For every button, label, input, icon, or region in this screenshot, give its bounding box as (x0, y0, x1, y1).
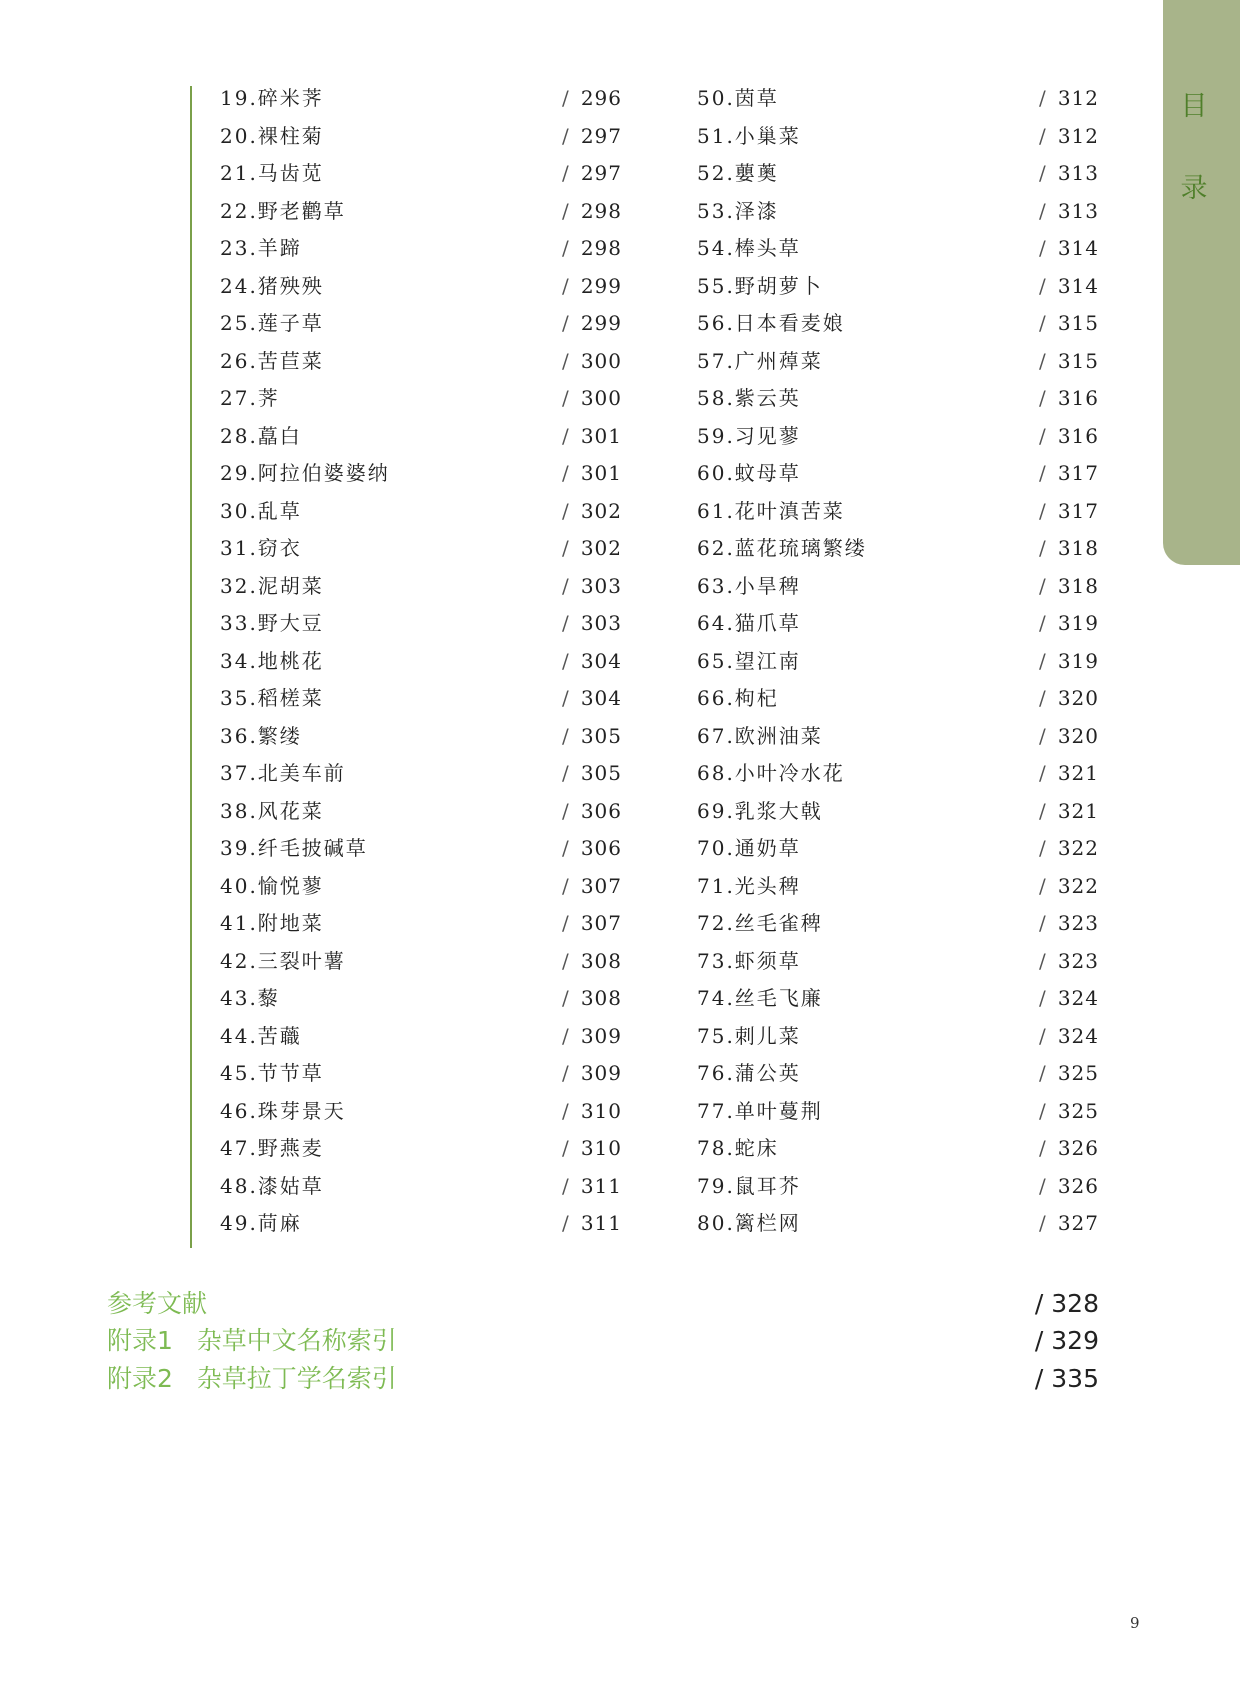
toc-entry-page: 323 (1057, 948, 1099, 973)
toc-entry-page: 320 (1057, 686, 1099, 710)
toc-entry-page: 301 (580, 461, 622, 485)
toc-entry[interactable] (220, 605, 622, 643)
side-tab-char-1: 目 (1180, 91, 1208, 122)
toc-entry-page: 321 (1057, 798, 1099, 823)
toc-entry-page: 300 (580, 386, 622, 410)
toc-entry-page: 297 (580, 123, 622, 148)
toc-entry-label: 42.三裂叶薯 (220, 948, 346, 973)
toc-entry-page: 312 (1057, 123, 1099, 148)
toc-entry-slash: / (562, 986, 571, 1010)
toc-entry-slash: / (1039, 836, 1048, 860)
toc-entry[interactable] (697, 305, 1099, 343)
toc-entry-label: 76.蒲公英 (697, 1061, 801, 1085)
toc-entry-page: 324 (1057, 1023, 1099, 1048)
toc-entry-label: 59.习见蓼 (697, 423, 801, 448)
toc-entry[interactable] (697, 455, 1099, 493)
toc-entry-slash: / (562, 1173, 571, 1198)
toc-entry-slash: / (1039, 986, 1048, 1010)
toc-entry-slash: / (1039, 1173, 1048, 1198)
toc-entry[interactable] (220, 643, 622, 681)
toc-entry-page: 316 (1057, 386, 1099, 410)
toc-entry-slash: / (1039, 1211, 1048, 1235)
toc-entry-label: 56.日本看麦娘 (697, 311, 845, 335)
toc-entry-page: 304 (580, 648, 622, 673)
toc-entry[interactable] (697, 118, 1099, 156)
toc-entry[interactable] (220, 530, 622, 568)
toc-entry-slash: / (1039, 161, 1048, 185)
toc-entry-page: 305 (580, 723, 622, 748)
toc-entry-label: 28.藠白 (220, 423, 302, 448)
toc-entry-slash: / (1039, 273, 1048, 298)
toc-entry[interactable] (220, 118, 622, 156)
toc-entry-label: 75.刺儿菜 (697, 1023, 801, 1048)
side-tab (1163, 0, 1240, 565)
toc-entry-label: 65.望江南 (697, 648, 801, 673)
toc-entry-page: 317 (1057, 461, 1099, 485)
toc-entry-slash: / (1039, 348, 1048, 373)
toc-entry[interactable] (697, 943, 1099, 981)
toc-entry-slash: / (562, 873, 571, 898)
toc-entry-page: 305 (580, 761, 622, 785)
toc-entry[interactable] (220, 418, 622, 456)
toc-entry-label: 68.小叶冷水花 (697, 761, 845, 785)
appendix-label: 附录1 杂草中文名称索引 (107, 1326, 397, 1355)
toc-entry-slash: / (562, 836, 571, 860)
toc-entry-label: 54.棒头草 (697, 236, 801, 260)
toc-entry-page: 302 (580, 536, 622, 560)
toc-entry-slash: / (1039, 198, 1048, 223)
toc-entry[interactable] (697, 680, 1099, 718)
toc-entry-label: 50.茵草 (697, 86, 779, 110)
toc-entry-label: 38.风花菜 (220, 798, 324, 823)
toc-entry-slash: / (562, 948, 571, 973)
appendix-page: / 329 (1034, 1326, 1099, 1355)
toc-entry[interactable] (697, 568, 1099, 606)
toc-column-right (697, 80, 1099, 1243)
toc-entry-label: 58.紫云英 (697, 386, 801, 410)
toc-entry-page: 314 (1057, 236, 1099, 260)
toc-entry-slash: / (562, 498, 571, 523)
toc-entry[interactable] (697, 530, 1099, 568)
toc-entry[interactable] (220, 305, 622, 343)
toc-entry-slash: / (562, 1211, 571, 1235)
toc-column-left (220, 80, 622, 1243)
toc-entry-label: 35.稻槎菜 (220, 686, 324, 710)
toc-entry-slash: / (1039, 723, 1048, 748)
toc-entry-slash: / (562, 386, 571, 410)
toc-entry-page: 321 (1057, 761, 1099, 785)
toc-entry-slash: / (562, 461, 571, 485)
toc-entry-slash: / (562, 161, 571, 185)
toc-entry-page: 315 (1057, 311, 1099, 335)
toc-entry-label: 19.碎米荠 (220, 86, 324, 110)
toc-entry-label: 26.苦苣菜 (220, 348, 324, 373)
toc-entry-label: 51.小巢菜 (697, 123, 801, 148)
toc-entry[interactable] (697, 1130, 1099, 1168)
toc-entry-page: 297 (580, 161, 622, 185)
toc-entry-label: 61.花叶滇苦菜 (697, 498, 845, 523)
toc-entry-slash: / (562, 123, 571, 148)
toc-entry[interactable] (697, 493, 1099, 531)
toc-entry-slash: / (562, 273, 571, 298)
toc-entry[interactable] (697, 1055, 1099, 1093)
toc-entry-slash: / (1039, 873, 1048, 898)
toc-entry-page: 322 (1057, 873, 1099, 898)
toc-entry-slash: / (1039, 1136, 1048, 1160)
toc-entry-page: 308 (580, 986, 622, 1010)
toc-entry-slash: / (1039, 948, 1048, 973)
toc-entry-label: 32.泥胡菜 (220, 573, 324, 598)
toc-entry-page: 310 (580, 1136, 622, 1160)
toc-entry-label: 63.小旱稗 (697, 573, 801, 598)
toc-entry[interactable] (220, 755, 622, 793)
toc-entry[interactable] (220, 905, 622, 943)
toc-entry-slash: / (562, 86, 571, 110)
toc-entry[interactable] (697, 830, 1099, 868)
toc-entry-label: 37.北美车前 (220, 761, 346, 785)
toc-entry-page: 327 (1057, 1211, 1099, 1235)
toc-entry-slash: / (562, 761, 571, 785)
toc-entry-page: 317 (1057, 498, 1099, 523)
toc-entry-label: 70.通奶草 (697, 836, 801, 860)
toc-entry-slash: / (1039, 236, 1048, 260)
toc-entry-label: 36.繁缕 (220, 723, 302, 748)
toc-entry-page: 318 (1057, 573, 1099, 598)
toc-entry[interactable] (697, 905, 1099, 943)
toc-entry-page: 299 (580, 311, 622, 335)
toc-entry[interactable] (220, 343, 622, 381)
toc-entry-label: 24.猪殃殃 (220, 273, 324, 298)
side-tab-char-2: 录 (1180, 173, 1208, 204)
toc-entry[interactable] (697, 1168, 1099, 1206)
toc-entry-label: 78.蛇床 (697, 1136, 779, 1160)
toc-entry-slash: / (562, 798, 571, 823)
appendix-page: / 328 (1034, 1289, 1099, 1318)
toc-entry-page: 309 (580, 1061, 622, 1085)
toc-entry-label: 43.藜 (220, 986, 280, 1010)
toc-entry-label: 48.漆姑草 (220, 1173, 324, 1198)
toc-entry-page: 313 (1057, 161, 1099, 185)
toc-entry-slash: / (1039, 423, 1048, 448)
toc-entry-slash: / (562, 311, 571, 335)
toc-entry-page: 324 (1057, 986, 1099, 1010)
toc-entry-slash: / (1039, 536, 1048, 560)
appendix-page: / 335 (1034, 1364, 1099, 1393)
toc-entry[interactable] (697, 418, 1099, 456)
toc-entry-label: 71.光头稗 (697, 873, 801, 898)
toc-entry-page: 322 (1057, 836, 1099, 860)
toc-entry-slash: / (562, 236, 571, 260)
toc-entry-slash: / (562, 348, 571, 373)
toc-entry[interactable] (697, 343, 1099, 381)
toc-entry[interactable] (220, 155, 622, 193)
toc-entry-label: 27.荠 (220, 386, 280, 410)
toc-entry-page: 298 (580, 236, 622, 260)
toc-entry-label: 47.野燕麦 (220, 1136, 324, 1160)
toc-entry[interactable] (220, 380, 622, 418)
toc-entry[interactable] (220, 230, 622, 268)
toc-entry-label: 77.单叶蔓荆 (697, 1098, 823, 1123)
toc-entry-slash: / (562, 1098, 571, 1123)
toc-entry[interactable] (220, 793, 622, 831)
appendix-row-latin-index[interactable] (107, 1360, 1099, 1398)
toc-entry-label: 66.枸杞 (697, 686, 779, 710)
toc-entry[interactable] (220, 943, 622, 981)
toc-entry-page: 306 (580, 798, 622, 823)
toc-entry[interactable] (220, 193, 622, 231)
toc-entry-slash: / (562, 648, 571, 673)
toc-entry-label: 41.附地菜 (220, 911, 324, 935)
toc-entry-slash: / (562, 536, 571, 560)
toc-entry[interactable] (697, 193, 1099, 231)
toc-entry-page: 309 (580, 1023, 622, 1048)
toc-entry-page: 306 (580, 836, 622, 860)
toc-entry-slash: / (1039, 573, 1048, 598)
toc-entry[interactable] (220, 455, 622, 493)
toc-entry[interactable] (697, 230, 1099, 268)
toc-entry-page: 296 (580, 86, 622, 110)
toc-entry[interactable] (220, 1055, 622, 1093)
toc-entry-slash: / (1039, 611, 1048, 635)
toc-entry-page: 315 (1057, 348, 1099, 373)
toc-entry-page: 320 (1057, 723, 1099, 748)
toc-entry[interactable] (220, 1130, 622, 1168)
toc-entry[interactable] (697, 80, 1099, 118)
toc-entry[interactable] (220, 268, 622, 306)
toc-entry-label: 22.野老鹳草 (220, 198, 346, 223)
toc-entry[interactable] (220, 80, 622, 118)
toc-entry-label: 80.篱栏网 (697, 1211, 801, 1235)
appendix-row-chinese-index[interactable] (107, 1322, 1099, 1360)
toc-entry-slash: / (1039, 761, 1048, 785)
toc-entry-page: 311 (580, 1211, 622, 1235)
toc-entry-page: 310 (580, 1098, 622, 1123)
toc-entry[interactable] (220, 868, 622, 906)
toc-entry-slash: / (562, 198, 571, 223)
toc-entry[interactable] (220, 493, 622, 531)
toc-entry-page: 303 (580, 611, 622, 635)
toc-entry-slash: / (1039, 648, 1048, 673)
toc-entry[interactable] (697, 605, 1099, 643)
toc-entry-slash: / (1039, 1023, 1048, 1048)
toc-entry[interactable] (697, 1018, 1099, 1056)
toc-entry-label: 31.窃衣 (220, 536, 302, 560)
toc-entry[interactable] (220, 980, 622, 1018)
toc-entry-page: 323 (1057, 911, 1099, 935)
toc-entry[interactable] (697, 155, 1099, 193)
toc-entry-slash: / (1039, 911, 1048, 935)
toc-entry-slash: / (562, 723, 571, 748)
toc-entry-page: 325 (1057, 1061, 1099, 1085)
toc-entry-page: 299 (580, 273, 622, 298)
toc-entry-label: 67.欧洲油菜 (697, 723, 823, 748)
toc-entry-label: 40.愉悦蓼 (220, 873, 324, 898)
toc-entry-slash: / (562, 1136, 571, 1160)
toc-entry[interactable] (220, 1205, 622, 1243)
toc-entry-page: 304 (580, 686, 622, 710)
toc-entry-slash: / (1039, 461, 1048, 485)
toc-entry-label: 34.地桃花 (220, 648, 324, 673)
page-number: 9 (1130, 1614, 1140, 1632)
toc-entry-label: 60.蚊母草 (697, 461, 801, 485)
toc-entry-page: 314 (1057, 273, 1099, 298)
toc-entry-slash: / (1039, 498, 1048, 523)
toc-entry-slash: / (1039, 123, 1048, 148)
toc-entry-page: 303 (580, 573, 622, 598)
toc-entry[interactable] (697, 755, 1099, 793)
toc-entry-page: 326 (1057, 1136, 1099, 1160)
toc-entry-label: 44.苦蘵 (220, 1023, 302, 1048)
toc-entry-page: 302 (580, 498, 622, 523)
toc-entry-slash: / (1039, 686, 1048, 710)
toc-entry-label: 64.猫爪草 (697, 611, 801, 635)
toc-entry-page: 326 (1057, 1173, 1099, 1198)
toc-entry[interactable] (697, 643, 1099, 681)
toc-entry-label: 33.野大豆 (220, 611, 324, 635)
toc-entry[interactable] (220, 680, 622, 718)
toc-entry-label: 21.马齿苋 (220, 161, 324, 185)
appendix-label: 参考文献 (107, 1289, 208, 1318)
toc-entry-label: 52.蘡薁 (697, 161, 779, 185)
toc-entry-label: 62.蓝花琉璃繁缕 (697, 536, 867, 560)
toc-entry[interactable] (697, 980, 1099, 1018)
toc-entry-label: 45.节节草 (220, 1061, 324, 1085)
toc-entry-slash: / (562, 1023, 571, 1048)
toc-entry-page: 313 (1057, 198, 1099, 223)
toc-entry-label: 79.鼠耳芥 (697, 1173, 801, 1198)
toc-entry-slash: / (562, 911, 571, 935)
toc-entry-slash: / (562, 611, 571, 635)
toc-entry[interactable] (220, 718, 622, 756)
toc-entry-page: 319 (1057, 611, 1099, 635)
toc-entry-slash: / (1039, 386, 1048, 410)
toc-entry-page: 318 (1057, 536, 1099, 560)
toc-entry-slash: / (562, 1061, 571, 1085)
toc-entry-slash: / (562, 686, 571, 710)
toc-entry-slash: / (1039, 798, 1048, 823)
toc-entry[interactable] (697, 793, 1099, 831)
toc-entry-page: 325 (1057, 1098, 1099, 1123)
toc-entry-label: 55.野胡萝卜 (697, 273, 823, 298)
toc-entry-label: 72.丝毛雀稗 (697, 911, 823, 935)
toc-entry-label: 30.乱草 (220, 498, 302, 523)
toc-entry-page: 298 (580, 198, 622, 223)
toc-entry-slash: / (1039, 1098, 1048, 1123)
toc-entry[interactable] (220, 1018, 622, 1056)
toc-entry-label: 57.广州蔊菜 (697, 348, 823, 373)
toc-entry-page: 312 (1057, 86, 1099, 110)
toc-entry-page: 316 (1057, 423, 1099, 448)
toc-entry-page: 307 (580, 873, 622, 898)
toc-entry-label: 53.泽漆 (697, 198, 779, 223)
toc-entry-slash: / (562, 423, 571, 448)
toc-entry-label: 69.乳浆大戟 (697, 798, 823, 823)
toc-entry-label: 46.珠芽景天 (220, 1098, 346, 1123)
toc-entry-slash: / (1039, 86, 1048, 110)
toc-entry-label: 23.羊蹄 (220, 236, 302, 260)
toc-divider-line (190, 86, 192, 1248)
toc-entry-label: 20.裸柱菊 (220, 123, 324, 148)
toc-entry[interactable] (697, 1093, 1099, 1131)
toc-entry[interactable] (697, 718, 1099, 756)
toc-entry-label: 25.莲子草 (220, 311, 324, 335)
toc-entry-label: 29.阿拉伯婆婆纳 (220, 461, 390, 485)
toc-entry[interactable] (697, 268, 1099, 306)
toc-entry[interactable] (220, 830, 622, 868)
toc-entry-page: 301 (580, 423, 622, 448)
toc-entry-page: 300 (580, 348, 622, 373)
toc-entry-label: 73.虾须草 (697, 948, 801, 973)
toc-entry-slash: / (1039, 1061, 1048, 1085)
toc-entry[interactable] (220, 1093, 622, 1131)
toc-entry-slash: / (562, 573, 571, 598)
toc-entry[interactable] (697, 380, 1099, 418)
toc-entry-label: 49.苘麻 (220, 1211, 302, 1235)
toc-entry[interactable] (220, 1168, 622, 1206)
toc-entry[interactable] (697, 1205, 1099, 1243)
appendix-label: 附录2 杂草拉丁学名索引 (107, 1364, 397, 1393)
toc-entry-page: 307 (580, 911, 622, 935)
toc-entry-label: 39.纤毛披碱草 (220, 836, 368, 860)
toc-entry-page: 319 (1057, 648, 1099, 673)
toc-entry[interactable] (697, 868, 1099, 906)
toc-entry-page: 311 (580, 1173, 622, 1198)
toc-entry[interactable] (220, 568, 622, 606)
toc-entry-slash: / (1039, 311, 1048, 335)
toc-entry-label: 74.丝毛飞廉 (697, 986, 823, 1010)
toc-entry-page: 308 (580, 948, 622, 973)
appendix-row-references[interactable] (107, 1285, 1099, 1323)
